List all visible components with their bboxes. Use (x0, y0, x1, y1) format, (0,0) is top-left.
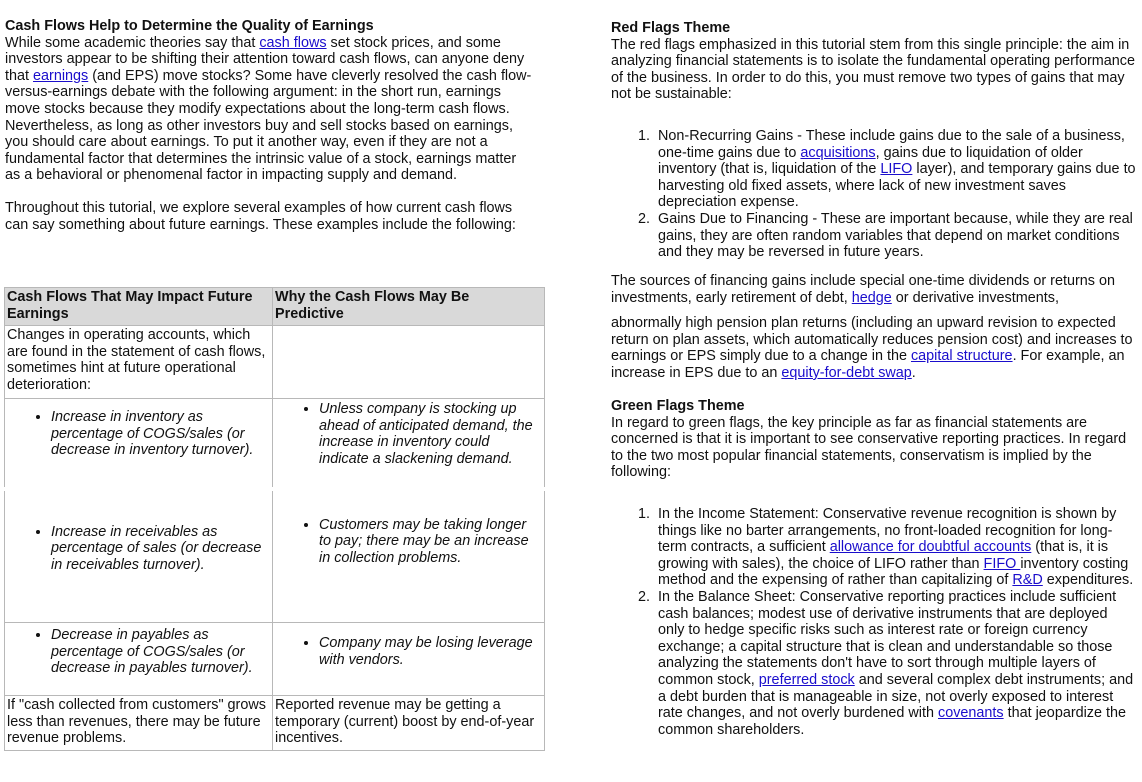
table-header-row (5, 288, 545, 326)
abnormal-paragraph (611, 315, 1136, 381)
link-preferred-stock[interactable]: preferred stock (758, 671, 855, 688)
section-title: Green Flags Theme (611, 398, 745, 414)
section-title: Cash Flows Help to Determine the Quality of Earnings (5, 18, 374, 34)
red-flags-section (611, 20, 1136, 261)
list-item (654, 589, 1136, 738)
text: . For example, an increase in EPS due to an (611, 348, 1125, 381)
cash-flows-table (4, 287, 545, 751)
table-cell: • Customers may be taking longer to pay; there may be an increase in collection problems. (319, 517, 542, 567)
green-flags-section (611, 398, 1136, 738)
column-header: Why the Cash Flows May Be Predictive (273, 288, 545, 326)
table-row (5, 623, 545, 696)
text: or derivative investments, (891, 289, 1059, 306)
link-lifo[interactable]: LIFO (880, 161, 913, 178)
column-header: Cash Flows That May Impact Future Earnings (5, 288, 273, 326)
link-equity-for-debt-swap[interactable]: equity-for-debt swap (781, 364, 912, 381)
green-flags-list (611, 506, 1136, 738)
intro-paragraph (5, 35, 535, 184)
text: In the Balance Sheet: Conservative reporting practices include sufficient cash balances; modest use of derivative instruments that are deployed only to hedge specific risks such as interest rate or foreign currency exchange; a capital structure that is clean and understandable so those analyzing the statements don't have to sort through multiple layers of common stock, (658, 588, 1117, 688)
text: layer), and temporary gains due to harvesting old fixed assets, where lack of new investment saves depreciation expense. (658, 161, 1136, 211)
link-acquisitions[interactable]: acquisitions (800, 144, 876, 161)
sources-paragraph (611, 273, 1136, 306)
examples-paragraph: Throughout this tutorial, we explore several examples of how current cash flows can say something about future earnings. These examples include the following: (5, 199, 516, 233)
list-item (654, 128, 1136, 211)
table-cell: • Company may be losing leverage with vendors. (319, 635, 542, 668)
table-row (5, 326, 545, 399)
green-flags-paragraph: In regard to green flags, the key principle as far as financial statements are concerned is that it is important to see conservative reporting practices. In regard to the two most popular financial statements, conservatism is implied by the following: (611, 414, 1127, 481)
table-cell: • Decrease in payables as percentage of COGS/sales (or decrease in payables turnover). (51, 627, 270, 677)
text: The sources of financing gains include special one-time dividends or returns on investments, early retirement of debt, (611, 273, 1115, 306)
link-covenants[interactable]: covenants (938, 705, 1004, 722)
text: Non-Recurring Gains - These include gains due to the sale of a business, one-time gains due to (658, 127, 1125, 161)
text: expenditures. (1042, 572, 1134, 589)
list-item: 2. Gains Due to Financing - These are important because, while they are real gains, they are often random variables that depend on market conditions and they may be reversed in future years. (654, 211, 1136, 261)
table-row (5, 399, 545, 489)
table-cell: Reported revenue may be getting a temporary (current) boost by end-of-year incentives. (273, 696, 545, 751)
text: inventory costing method and the expensing of rather than capitalizing of (658, 555, 1129, 589)
link-hedge[interactable]: hedge (851, 289, 892, 306)
text: (and EPS) move stocks? Some have cleverly resolved the cash flow-versus-earnings debate with the following argument: in the short run, earnings move stocks because they modify expectations about the long-term cash flows. Nevertheless, as long as other investors buy and sell stocks based on earnings, you should care about earnings. To put it another way, even if they are not a fundamental factor that determines the intrinsic value of a stock, earnings matter as a behavioral or phenomenal factor in impacting supply and demand. (5, 67, 532, 184)
section-title: Red Flags Theme (611, 20, 731, 36)
table-row (5, 489, 545, 623)
text: (that is, it is growing with sales), the choice of LIFO rather than (658, 539, 1109, 572)
link-capital-structure[interactable]: capital structure (910, 348, 1013, 365)
left-intro (5, 18, 535, 233)
text: . (911, 364, 916, 381)
link-fifo[interactable]: FIFO (983, 555, 1021, 572)
table-cell: • Increase in inventory as percentage of COGS/sales (or decrease in inventory turnover). (51, 409, 270, 459)
text: abnormally high pension plan returns (including an upward revision to expected return on plan assets, which automatically reduces pension cost) and increases to earnings or EPS simply due to a change in the (611, 315, 1133, 365)
text: set stock prices, and some investors appear to be shifting their attention toward cash flows, can anyone deny that (5, 34, 525, 84)
link-earnings[interactable]: earnings (33, 67, 89, 84)
table-cell (273, 326, 545, 399)
red-flags-list (611, 128, 1136, 261)
table-cell: If "cash collected from customers" grows less than revenues, there may be future revenue problems. (5, 696, 273, 751)
list-item (654, 506, 1136, 589)
link-cash-flows[interactable]: cash flows (259, 34, 327, 51)
text: In the Income Statement: Conservative revenue recognition is shown by things like no barter arrangements, no front-loaded recognition for long-term contracts, a sufficient (658, 505, 1117, 556)
table-cell: • Increase in receivables as percentage of sales (or decrease in receivables turnover). (51, 524, 270, 574)
text: and several complex debt instruments; and a debt burden that is manageable in size, not overly exposed to interest rate changes, and not overly burdened with (658, 671, 1134, 722)
link-r-and-d[interactable]: R&D (1012, 572, 1043, 589)
text: that jeopardize the common shareholders. (658, 705, 1127, 738)
link-allowance-doubtful-accounts[interactable]: allowance for doubtful accounts (829, 539, 1032, 556)
red-flags-paragraph: The red flags emphasized in this tutorial stem from this single principle: the aim in analyzing financial statements is to isolate the fundamental operating performance of the business. In order to do this, you must remove two types of gains that may not be sustainable: (611, 36, 1135, 103)
text: , gains due to liquidation of older inventory (that is, liquidation of the (658, 144, 1083, 178)
table-row (5, 696, 545, 751)
table-cell: Changes in operating accounts, which are found in the statement of cash flows, sometimes hint at future operational deterioration: (5, 326, 273, 399)
table-cell: • Unless company is stocking up ahead of anticipated demand, the increase in inventory could indicate a slackening demand. (319, 401, 542, 467)
text: While some academic theories say that (5, 34, 260, 51)
